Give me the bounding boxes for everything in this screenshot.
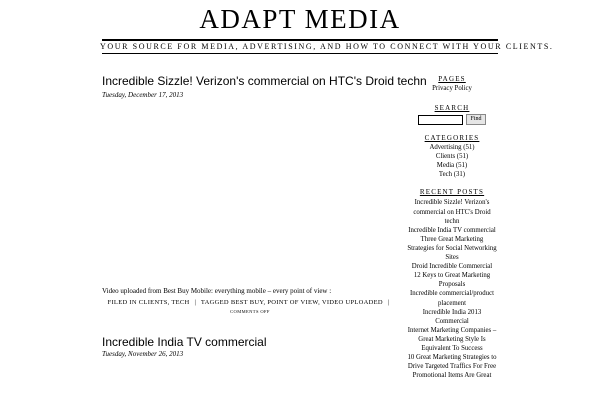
recent-post-link[interactable]: 10 Great Marketing Strategies to Drive Targeted Traffics For Free: [407, 354, 497, 371]
site-title[interactable]: ADAPT MEDIA: [199, 4, 401, 34]
post-date: Tuesday, December 17, 2013: [102, 91, 184, 99]
search-input[interactable]: [418, 115, 463, 125]
categories-list: [407, 143, 497, 179]
post-title-link[interactable]: Incredible Sizzle! Verizon's commercial on HTC's Droid techn: [102, 74, 427, 88]
category-link-clients[interactable]: Clients (51): [435, 153, 469, 161]
category-link-tech[interactable]: Tech (31): [438, 171, 466, 179]
post-excerpt: Video uploaded from Best Buy Mobile: everything mobile – every point of view :: [102, 287, 332, 295]
category-link-media[interactable]: Media (51): [436, 162, 468, 170]
categories-widget: [407, 134, 497, 179]
filed-in-label: FILED IN: [107, 299, 137, 306]
recent-post-link[interactable]: Three Great Marketing Strategies for Social Networking Sites: [407, 235, 497, 262]
header-rule-bottom: [102, 53, 498, 54]
search-widget: [407, 104, 497, 125]
recent-post-link[interactable]: Droid Incredible Commercial: [411, 263, 493, 271]
category-link-advertising[interactable]: Advertising (51): [429, 144, 475, 152]
post-date: Tuesday, November 26, 2013: [102, 350, 184, 358]
pages-widget: [407, 75, 497, 93]
search-find-button[interactable]: Find: [466, 114, 485, 125]
search-widget-title: SEARCH: [434, 104, 470, 113]
post-meta: [102, 298, 398, 307]
post-title-link[interactable]: Incredible India TV commercial: [102, 335, 267, 349]
categories-widget-title: CATEGORIES: [424, 134, 480, 143]
comments-off-label: COMMENTS OFF: [230, 309, 270, 314]
recent-post-link[interactable]: Incredible commercial/product placement: [410, 290, 494, 307]
recent-post-link[interactable]: Incredible Sizzle! Verizon's commercial on HTC's Droid techn: [413, 199, 491, 225]
post-tags-link[interactable]: BEST BUY, POINT OF VIEW, VIDEO UPLOADED: [230, 299, 383, 306]
tagged-label: TAGGED: [200, 299, 229, 306]
meta-separator: |: [387, 299, 390, 306]
post-categories-link[interactable]: CLIENTS, TECH: [138, 299, 190, 306]
meta-separator: |: [194, 299, 197, 306]
recent-post-link[interactable]: 12 Keys to Great Marketing Proposals: [413, 272, 491, 289]
sidebar: [407, 75, 497, 380]
pages-widget-title: PAGES: [438, 75, 466, 83]
recent-posts-widget-title: RECENT POSTS: [419, 188, 485, 197]
pages-list: [407, 84, 497, 93]
recent-post-link[interactable]: Incredible India 2013 Commercial: [422, 308, 482, 325]
site-tagline: YOUR SOURCE FOR MEDIA, ADVERTISING, AND HOW TO CONNECT WITH YOUR CLIENTS.: [100, 42, 554, 51]
recent-post-link[interactable]: Incredible India TV commercial: [408, 226, 496, 234]
recent-posts-list: [407, 198, 497, 380]
search-form: [407, 114, 497, 125]
page-link-privacy-policy[interactable]: Privacy Policy: [432, 85, 472, 92]
recent-posts-widget: [407, 188, 497, 380]
recent-post-link[interactable]: Promotional Items Are Great: [412, 372, 492, 380]
recent-post-link[interactable]: Internet Marketing Companies – Great Marketing Style Is Equivalent To Success: [407, 326, 497, 352]
